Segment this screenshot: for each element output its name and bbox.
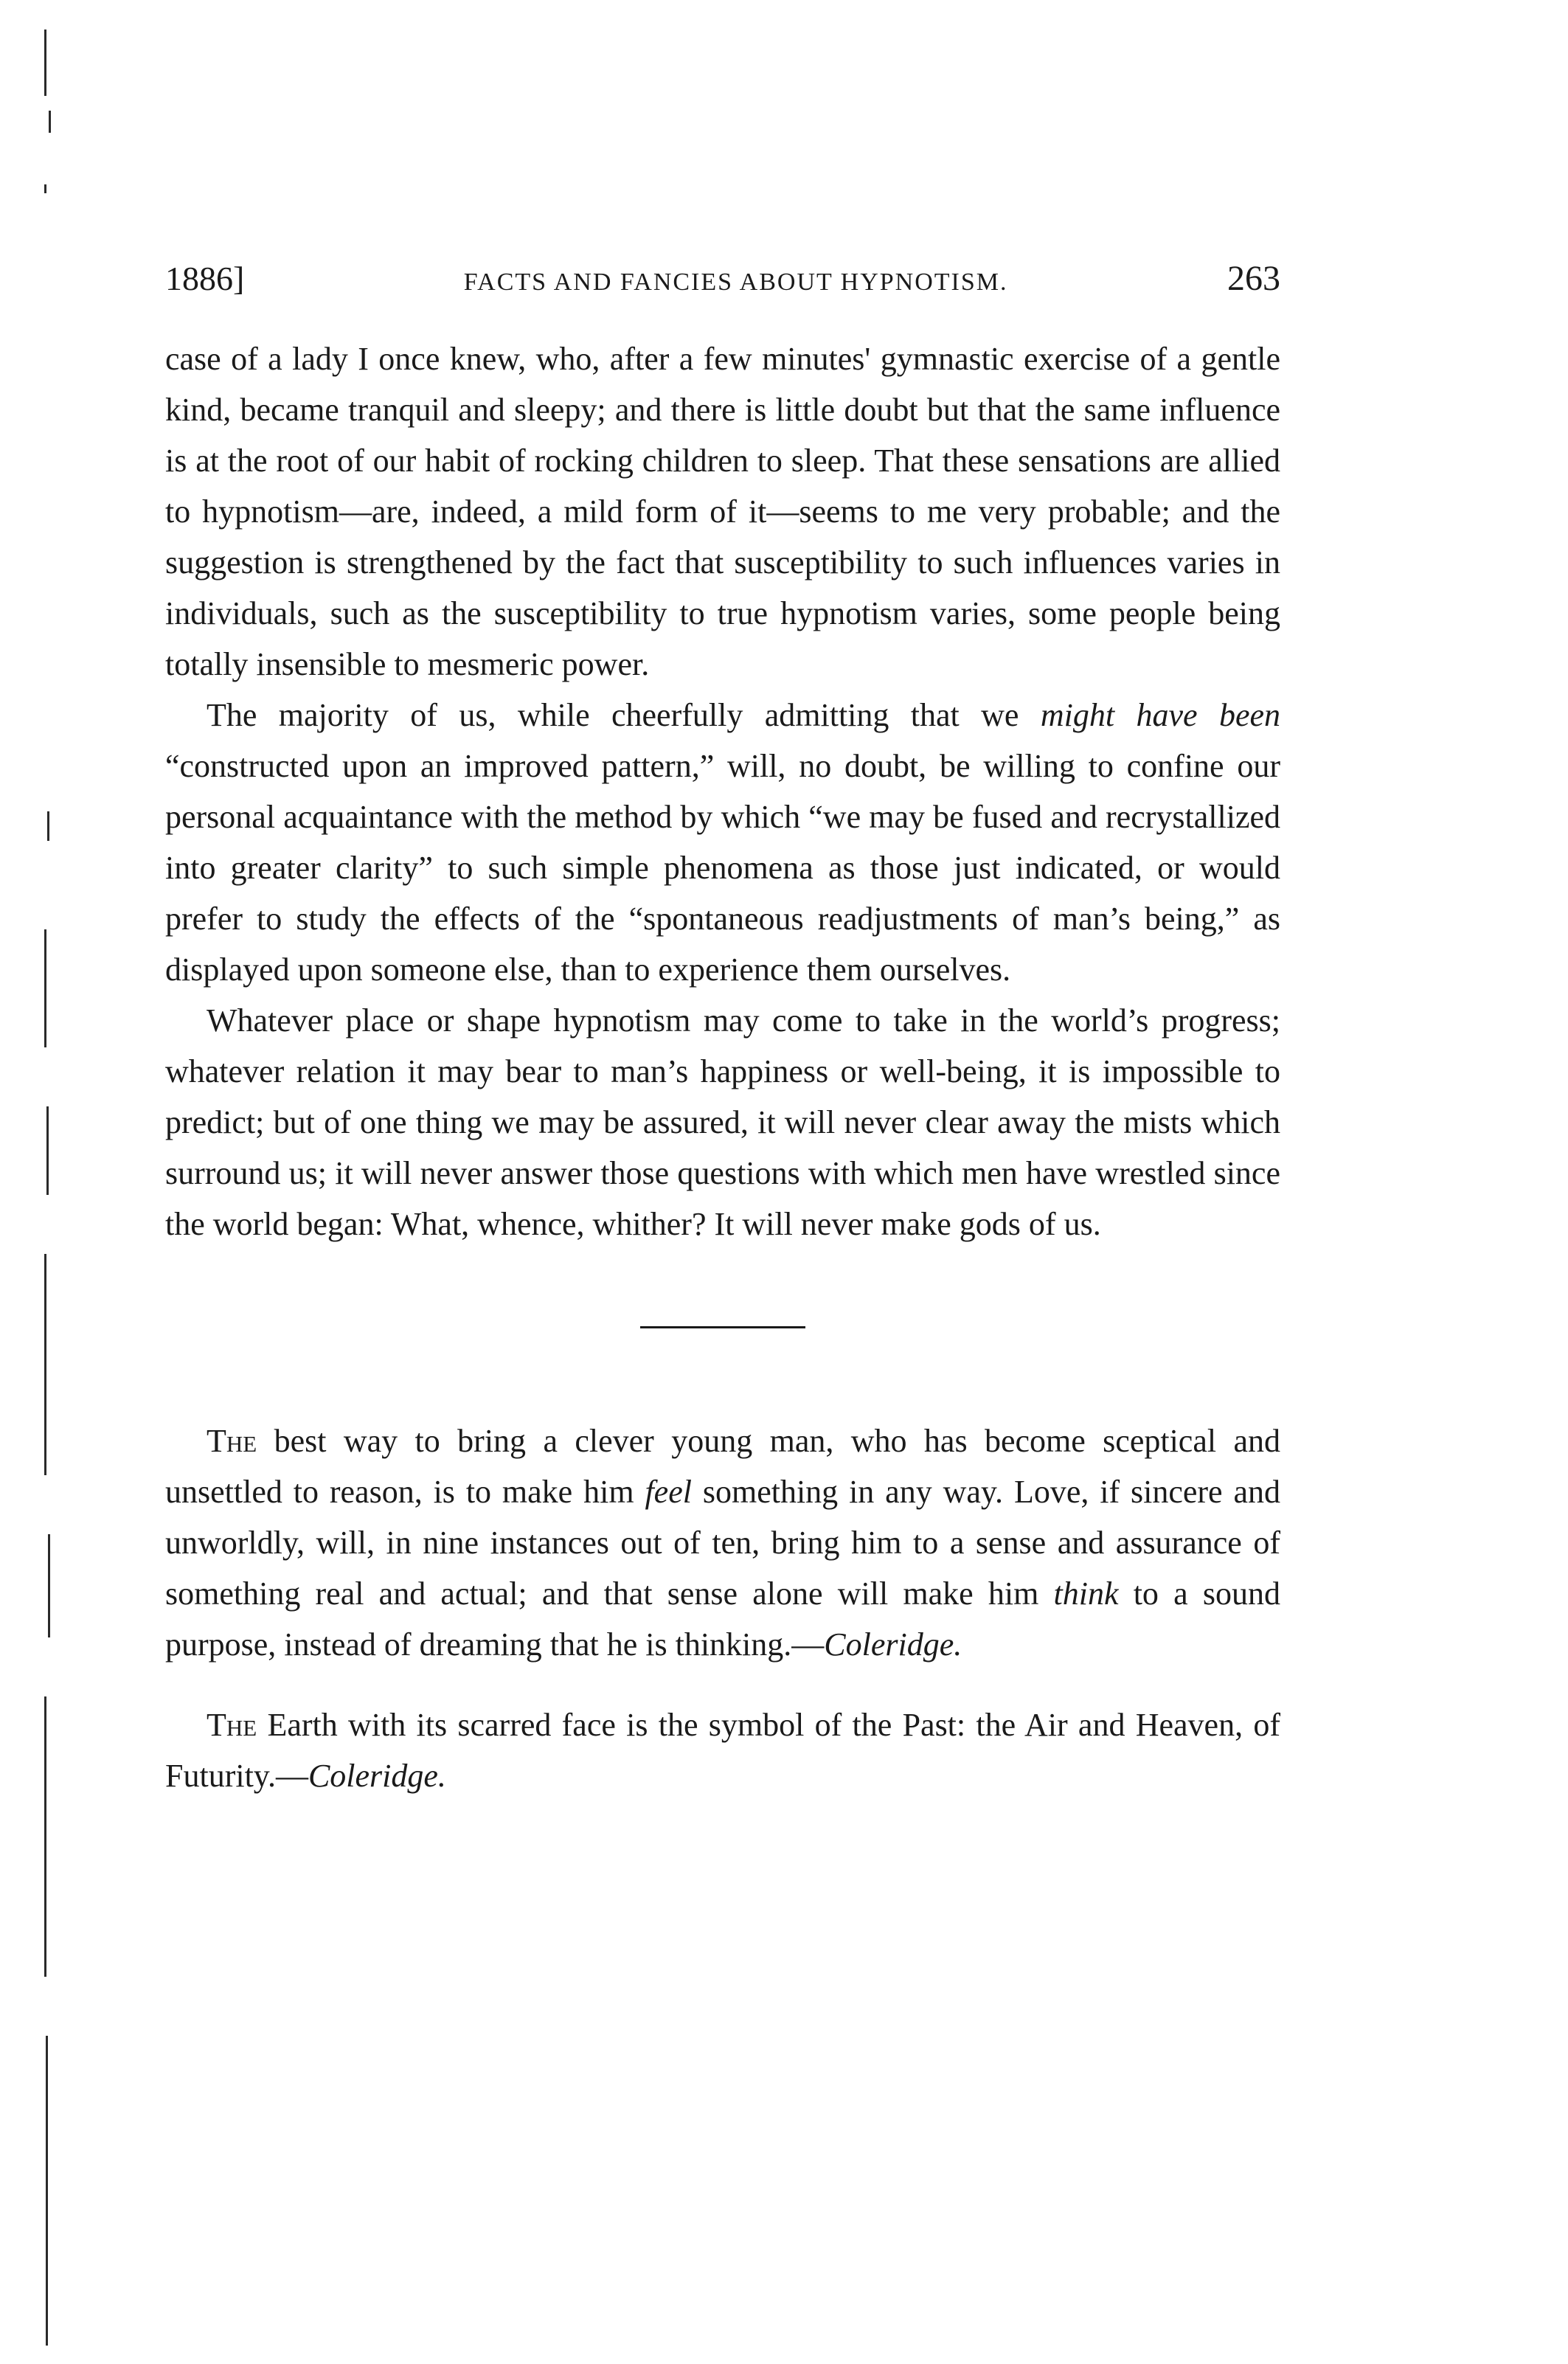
paragraph-continued: case of a lady I once knew, who, after a few minutes' gymnastic exercise of a gentle kind, became tranquil and sleepy; and there is little doubt but that the same influence is at the root of our habit of rocking children to sleep. That these sensations are allied to hypnotism—are, indeed, a mild form of it—seems to me very probable; and the suggestion is strengthened by the fact that susceptibility to such influences varies in individuals, such as the susceptibility to true hypnotism varies, some people being totally insensible to mesmeric power.: [165, 341, 1280, 682]
book-page: [165, 258, 1280, 1801]
paragraph-whatever: Whatever place or shape hypnotism may come to take in the world’s progress; whatever relation it may bear to man’s happiness or well-being, it is impossible to predict; but of one thing we may be assured, it will never clear away the mists which surround us; it will never answer those questions with which men have wrestled since the world began: What, whence, whither? It will never make gods of us.: [165, 1002, 1280, 1242]
paragraph-majority: [165, 690, 1280, 995]
quote2-attribution: Coleridge.: [308, 1758, 446, 1794]
quote1-italic-think: think: [1053, 1576, 1119, 1612]
header-year: 1886]: [165, 260, 245, 297]
page-number: 263: [1227, 259, 1280, 298]
scan-gutter-marks: [44, 0, 96, 2364]
running-head: [165, 258, 1280, 317]
coleridge-quote-2: [165, 1699, 1280, 1801]
header-title: FACTS AND FANCIES ABOUT HYPNOTISM.: [463, 268, 1008, 296]
paragraph-majority-italic: might have been: [1040, 697, 1281, 733]
paragraph-majority-text-b: “constructed upon an improved pattern,” will, no doubt, be willing to confine our personal acquaintance with the method by which “we may be fused and recrystallized into greater clarity” to such simple phenomena as those just indicated, or would prefer to study the effects of the “spontaneous readjustments of man’s being,” as displayed upon someone else, than to experience them ourselves.: [165, 748, 1280, 988]
quote2-lead: The: [207, 1707, 257, 1743]
quote1-text-a: best way to bring a clever young man, who has become sceptical and unsettled to reason, is to make him: [165, 1423, 1280, 1510]
paragraph-majority-text-a: The majority of us, while cheerfully admitting that we: [207, 697, 1041, 733]
coleridge-quote-1: [165, 1415, 1280, 1670]
quote2-text: Earth with its scarred face is the symbol of the Past: the Air and Heaven, of Futurity.—: [165, 1707, 1280, 1794]
quote1-text-c: to a sound purpose, instead of dreaming that he is thinking.—: [165, 1576, 1280, 1663]
quote1-lead: The: [207, 1423, 257, 1459]
quote1-text-b: something in any way. Love, if sincere and unworldly, will, in nine instances out of ten, bring him to a sense and assurance of something real and actual; and that sense alone will make him: [165, 1474, 1281, 1612]
quote1-attribution: Coleridge.: [824, 1626, 962, 1663]
section-divider: [640, 1326, 805, 1328]
quote1-italic-feel: feel: [645, 1474, 692, 1510]
